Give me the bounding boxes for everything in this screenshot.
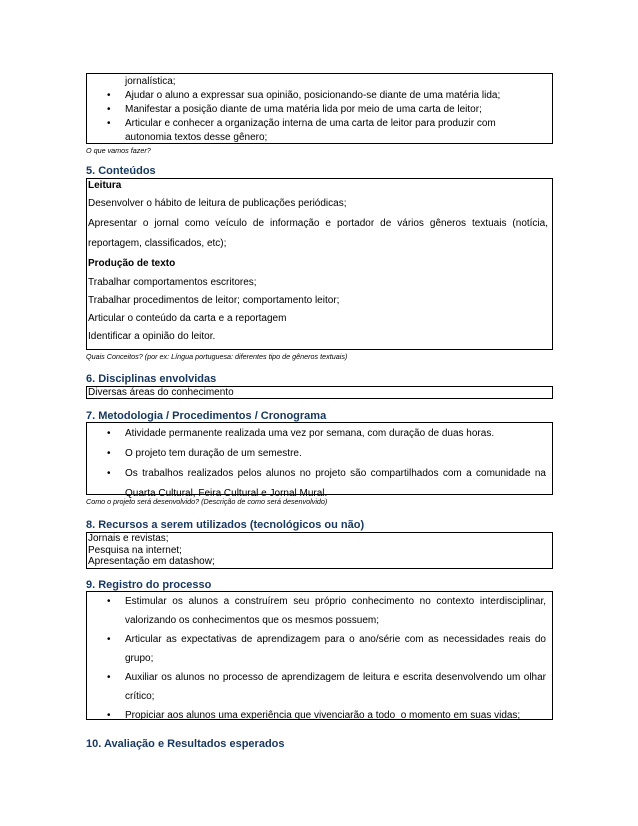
section-6-heading: 6. Disciplinas envolvidas [86,373,217,385]
producao-item: Trabalhar comportamentos escritores; [88,277,257,288]
recurso-line: Jornais e revistas; [88,533,169,544]
leitura-title: Leitura [88,180,122,191]
metodologia-item: • Atividade permanente realizada uma vez por semana, com duração de duas horas. [87,424,552,444]
producao-item: Trabalhar procedimentos de leitor; comportamento leitor; [88,295,340,306]
recurso-line: Apresentação em datashow; [88,556,215,567]
producao-item: Identificar a opinião do leitor. [88,331,216,342]
objective-item: • Articular e conhecer a organização interna de uma carta de leitor para produzir com autonomia textos desse gênero; [87,117,552,145]
disciplinas-text: Diversas áreas do conhecimento [88,387,234,398]
section-9-heading: 9. Registro do processo [86,579,212,591]
objectives-continuation: jornalística; [125,76,176,87]
registro-item: • Auxiliar os alunos no processo de aprendizagem de leitura e escrita desenvolvendo um olhar crítico; [87,668,552,706]
objective-item: • Manifestar a posição diante de uma matéria lida por meio de uma carta de leitor; [87,103,552,117]
producao-item: Articular o conteúdo da carta e a reportagem [88,313,287,324]
registro-item: • Articular as expectativas de aprendizagem para o ano/série com as necessidades reais do grupo; [87,630,552,668]
metodologia-note: Como o projeto será desenvolvido? (Descrição de como será desenvolvido) [86,497,328,506]
registro-box [86,591,553,720]
producao-title: Produção de texto [88,258,176,269]
objectives-box [86,73,553,144]
metodologia-item: • Os trabalhos realizados pelos alunos no projeto são compartilhados com a comunidade na Quarta Cultural, Feira Cultural e Jornal Mural. [87,464,552,504]
metodologia-box [86,422,553,499]
section-8-heading: 8. Recursos a serem utilizados (tecnológicos ou não) [86,519,365,531]
conteudos-box [86,178,553,350]
section-5-heading: 5. Conteúdos [86,165,156,177]
objectives-note: O que vamos fazer? [86,146,151,155]
registro-item: • Estimular os alunos a construírem seu próprio conhecimento no contexto interdisciplinar, valorizando os conhecimentos que os mesmos possuem; [87,592,552,630]
recurso-line: Pesquisa na internet; [88,544,182,556]
metodologia-item: • O projeto tem duração de um semestre. [87,444,552,464]
section-7-heading: 7. Metodologia / Procedimentos / Cronograma [86,410,327,422]
leitura-item: Desenvolver o hábito de leitura de publicações periódicas; [88,198,347,209]
leitura-item: Apresentar o jornal como veículo de informação e portador de vários gêneros textuais (notícia, reportagem, classificados, etc); [88,218,548,249]
conteudos-note: Quais Conceitos? (por ex: Língua portuguesa: diferentes tipo de gêneros textuais) [86,352,348,361]
registro-item: • Propiciar aos alunos uma experiência que vivenciarão a todo o momento em suas vidas; [87,706,552,725]
recursos-box [86,532,553,569]
section-10-heading: 10. Avaliação e Resultados esperados [86,738,285,750]
objective-item: • Ajudar o aluno a expressar sua opinião, posicionando-se diante de uma matéria lida; [87,89,552,103]
disciplinas-box [86,386,553,399]
